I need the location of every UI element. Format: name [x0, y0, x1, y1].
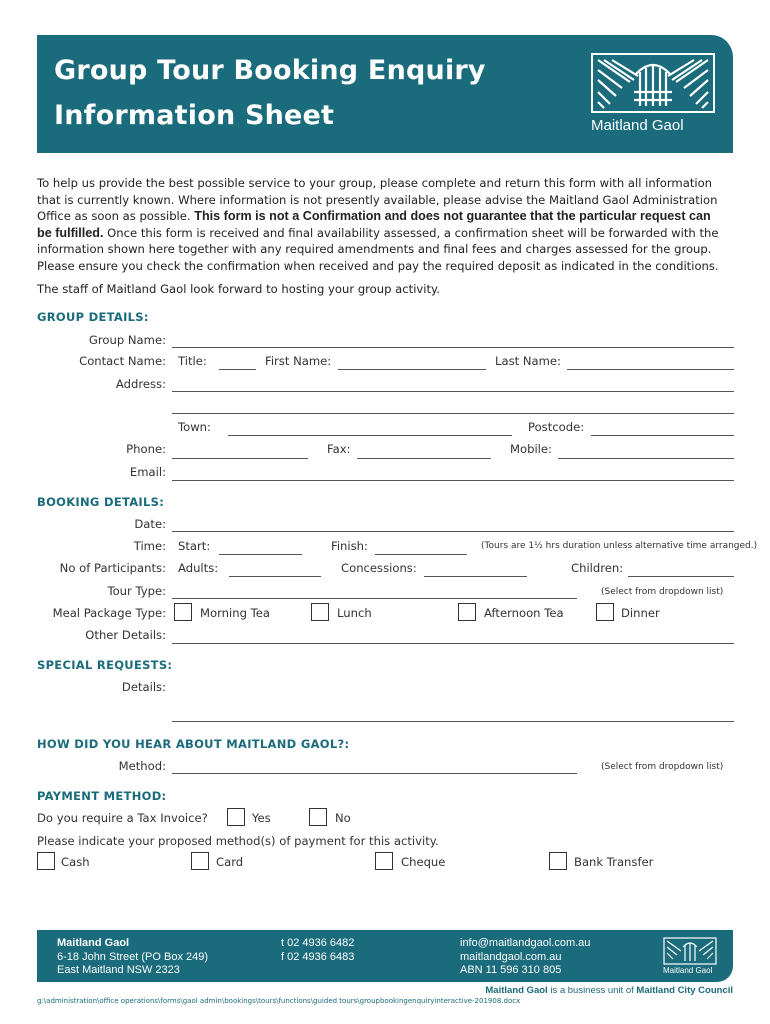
staff-note: The staff of Maitland Gaol look forward to hosting your group activity.: [37, 282, 440, 296]
contact-name-label: Contact Name:: [79, 354, 166, 368]
email-label: Email:: [129, 465, 166, 479]
group-name-input[interactable]: [172, 347, 734, 348]
group-name-label: Group Name:: [88, 333, 166, 347]
special-requests-heading: SPECIAL REQUESTS:: [37, 658, 173, 672]
first-name-input[interactable]: [338, 369, 486, 370]
fax-input[interactable]: [357, 458, 491, 459]
tax-invoice-yes-checkbox[interactable]: [227, 808, 245, 826]
last-name-input[interactable]: [567, 369, 734, 370]
participants-label: No of Participants:: [59, 561, 166, 575]
mobile-label: Mobile:: [510, 442, 552, 456]
cash-label: Cash: [61, 855, 90, 869]
method-dropdown-note: (Select from dropdown list): [601, 762, 724, 772]
phone-input[interactable]: [172, 458, 308, 459]
footer-web-link[interactable]: maitlandgaol.com.au: [460, 950, 562, 963]
page-title: Group Tour Booking Enquiry Information Sheet: [54, 55, 486, 131]
date-label: Date:: [134, 517, 166, 531]
business-unit-note: Maitland Gaol is a business unit of Maitland City Council: [485, 985, 733, 996]
lunch-label: Lunch: [337, 606, 372, 620]
children-label: Children:: [571, 561, 624, 575]
morning-tea-label: Morning Tea: [200, 606, 270, 620]
special-details-input[interactable]: [172, 721, 734, 722]
cheque-label: Cheque: [401, 855, 446, 869]
footer-contact: info@maitlandgaol.com.au maitlandgaol.com.au ABN 11 596 310 805: [460, 937, 591, 976]
fax-label: Fax:: [327, 442, 351, 456]
adults-input[interactable]: [229, 576, 321, 577]
bank-transfer-checkbox[interactable]: [549, 852, 567, 870]
start-label: Start:: [178, 539, 211, 553]
footer-logo-icon: [663, 937, 717, 969]
tax-invoice-label: Do you require a Tax Invoice?: [37, 811, 208, 825]
payment-method-heading: PAYMENT METHOD:: [37, 789, 167, 803]
logo-text: Maitland Gaol: [591, 117, 684, 134]
special-details-label: Details:: [121, 680, 166, 694]
postcode-label: Postcode:: [528, 420, 585, 434]
time-label: Time:: [133, 539, 166, 553]
other-details-input[interactable]: [172, 643, 734, 644]
address-input-1[interactable]: [172, 391, 734, 392]
title-input[interactable]: [219, 369, 256, 370]
card-checkbox[interactable]: [191, 852, 209, 870]
cash-checkbox[interactable]: [37, 852, 55, 870]
dinner-label: Dinner: [621, 606, 660, 620]
lunch-checkbox[interactable]: [311, 603, 329, 621]
concessions-label: Concessions:: [341, 561, 417, 575]
address-label: Address:: [115, 377, 166, 391]
bank-transfer-label: Bank Transfer: [574, 855, 654, 869]
tour-type-dropdown-note: (Select from dropdown list): [601, 587, 724, 597]
title-label: Title:: [178, 354, 207, 368]
intro-paragraph: To help us provide the best possible service to your group, please complete and return this form with all information that is currently known. Where information is not presently available, please advise the Maitland Gaol Administration Office as soon as possible. This form is not a Confirmation and does not guarantee that the particular request can be fulfilled. Once this form is received and final availability assessed, a confirmation sheet will be forwarded with the information shown here together with any required amendments and final fees and charges assessed for the group. Please ensure you check the confirmation when received and pay the required deposit as indicated in the conditions.: [37, 176, 719, 273]
meal-package-label: Meal Package Type:: [52, 606, 166, 620]
afternoon-tea-label: Afternoon Tea: [484, 606, 564, 620]
group-details-heading: GROUP DETAILS:: [37, 310, 149, 324]
payment-indicate-label: Please indicate your proposed method(s) of payment for this activity.: [37, 834, 439, 848]
adults-label: Adults:: [178, 561, 219, 575]
date-input[interactable]: [172, 531, 734, 532]
address-input-2[interactable]: [172, 413, 734, 414]
email-input[interactable]: [172, 480, 734, 481]
first-name-label: First Name:: [265, 354, 332, 368]
cheque-checkbox[interactable]: [375, 852, 393, 870]
start-input[interactable]: [219, 554, 302, 555]
children-input[interactable]: [628, 576, 734, 577]
card-label: Card: [216, 855, 244, 869]
last-name-label: Last Name:: [495, 354, 561, 368]
hear-about-heading: HOW DID YOU HEAR ABOUT MAITLAND GAOL?:: [37, 737, 350, 751]
tours-duration-note: (Tours are 1½ hrs duration unless alternative time arranged.): [481, 541, 758, 551]
tax-invoice-no-checkbox[interactable]: [309, 808, 327, 826]
town-label: Town:: [178, 420, 211, 434]
phone-label: Phone:: [126, 442, 166, 456]
morning-tea-checkbox[interactable]: [174, 603, 192, 621]
mobile-input[interactable]: [558, 458, 734, 459]
method-label: Method:: [118, 759, 166, 773]
no-label: No: [335, 811, 351, 825]
method-select[interactable]: [172, 773, 577, 774]
dinner-checkbox[interactable]: [596, 603, 614, 621]
town-input[interactable]: [228, 435, 512, 436]
afternoon-tea-checkbox[interactable]: [458, 603, 476, 621]
other-details-label: Other Details:: [85, 628, 166, 642]
concessions-input[interactable]: [424, 576, 527, 577]
file-path: g:\administration\office operations\forms\gaol admin\bookings\tours\functions\guided tours\groupbookingenquiryinteractive-201908.docx: [37, 997, 521, 1005]
booking-details-heading: BOOKING DETAILS:: [37, 495, 165, 509]
postcode-input[interactable]: [591, 435, 734, 436]
finish-input[interactable]: [375, 554, 467, 555]
footer-phones: t 02 4936 6482 f 02 4936 6483: [281, 937, 355, 963]
tour-type-select[interactable]: [172, 598, 577, 599]
tour-type-label: Tour Type:: [107, 584, 166, 598]
footer-logo-text: Maitland Gaol: [663, 966, 713, 975]
yes-label: Yes: [252, 811, 271, 825]
footer-address: Maitland Gaol 6-18 John Street (PO Box 249) East Maitland NSW 2323: [57, 937, 209, 976]
finish-label: Finish:: [331, 539, 368, 553]
footer-email-link[interactable]: info@maitlandgaol.com.au: [460, 937, 591, 949]
